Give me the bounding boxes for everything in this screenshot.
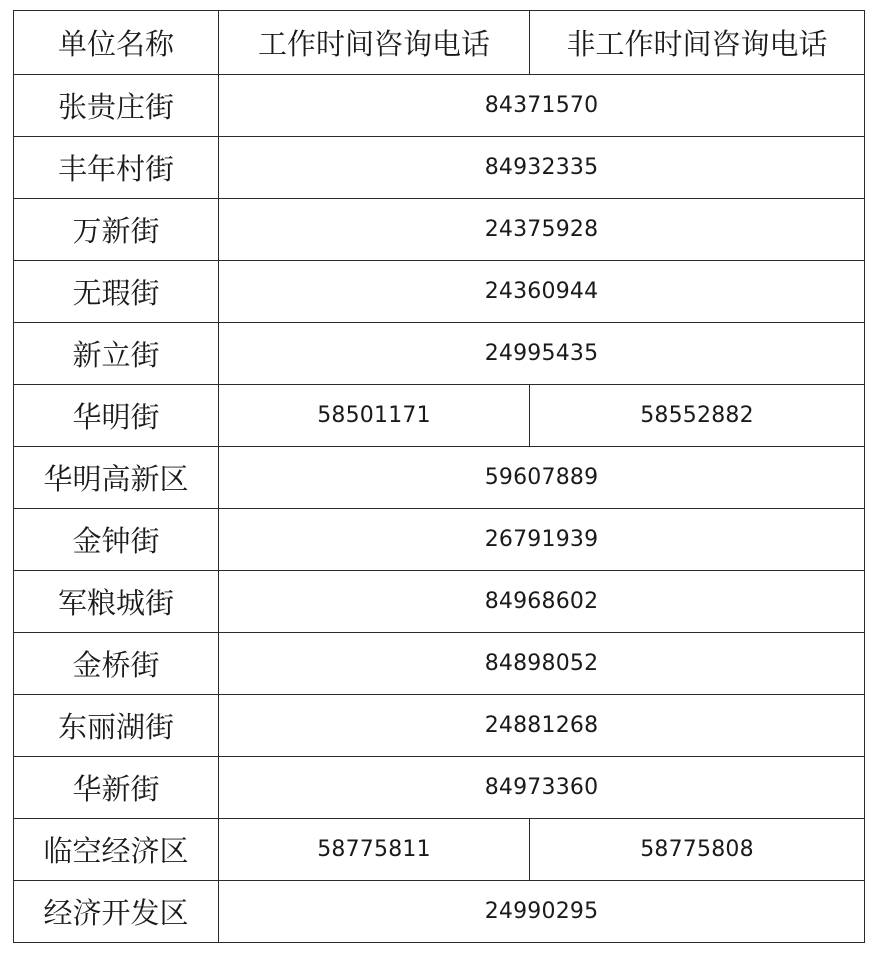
phone-cell: 84932335 — [219, 137, 865, 199]
table-row — [14, 75, 865, 137]
unit-name-cell: 张贵庄街 — [14, 75, 219, 137]
unit-name-cell: 金钟街 — [14, 509, 219, 571]
table-row — [14, 633, 865, 695]
header-row — [14, 11, 865, 75]
work-hours-phone-cell: 58501171 — [219, 385, 530, 447]
unit-name-cell: 无瑕街 — [14, 261, 219, 323]
unit-name-cell: 新立街 — [14, 323, 219, 385]
non-work-hours-phone-cell: 58552882 — [530, 385, 865, 447]
unit-name-cell: 东丽湖街 — [14, 695, 219, 757]
unit-name-cell: 金桥街 — [14, 633, 219, 695]
table-row — [14, 757, 865, 819]
table-row — [14, 447, 865, 509]
phone-cell: 24881268 — [219, 695, 865, 757]
unit-name-cell: 军粮城街 — [14, 571, 219, 633]
phone-cell: 24990295 — [219, 881, 865, 943]
table-row — [14, 137, 865, 199]
header-unit-name: 单位名称 — [14, 11, 219, 75]
table-row — [14, 881, 865, 943]
header-non-work-hours-phone: 非工作时间咨询电话 — [530, 11, 865, 75]
table-row — [14, 695, 865, 757]
table-row — [14, 323, 865, 385]
phone-cell: 26791939 — [219, 509, 865, 571]
unit-name-cell: 临空经济区 — [14, 819, 219, 881]
table-body — [14, 75, 865, 943]
unit-name-cell: 经济开发区 — [14, 881, 219, 943]
phone-cell: 24360944 — [219, 261, 865, 323]
unit-name-cell: 万新街 — [14, 199, 219, 261]
non-work-hours-phone-cell: 58775808 — [530, 819, 865, 881]
unit-name-cell: 华明高新区 — [14, 447, 219, 509]
phone-cell: 24995435 — [219, 323, 865, 385]
table-row — [14, 261, 865, 323]
unit-name-cell: 丰年村街 — [14, 137, 219, 199]
table-row — [14, 819, 865, 881]
header-work-hours-phone: 工作时间咨询电话 — [219, 11, 530, 75]
table-row — [14, 199, 865, 261]
phone-cell: 84968602 — [219, 571, 865, 633]
table-row — [14, 385, 865, 447]
phone-cell: 24375928 — [219, 199, 865, 261]
unit-name-cell: 华明街 — [14, 385, 219, 447]
phone-cell: 84898052 — [219, 633, 865, 695]
table-row — [14, 571, 865, 633]
contact-phone-table — [13, 10, 865, 943]
unit-name-cell: 华新街 — [14, 757, 219, 819]
phone-cell: 84973360 — [219, 757, 865, 819]
phone-cell: 59607889 — [219, 447, 865, 509]
table-row — [14, 509, 865, 571]
phone-cell: 84371570 — [219, 75, 865, 137]
work-hours-phone-cell: 58775811 — [219, 819, 530, 881]
